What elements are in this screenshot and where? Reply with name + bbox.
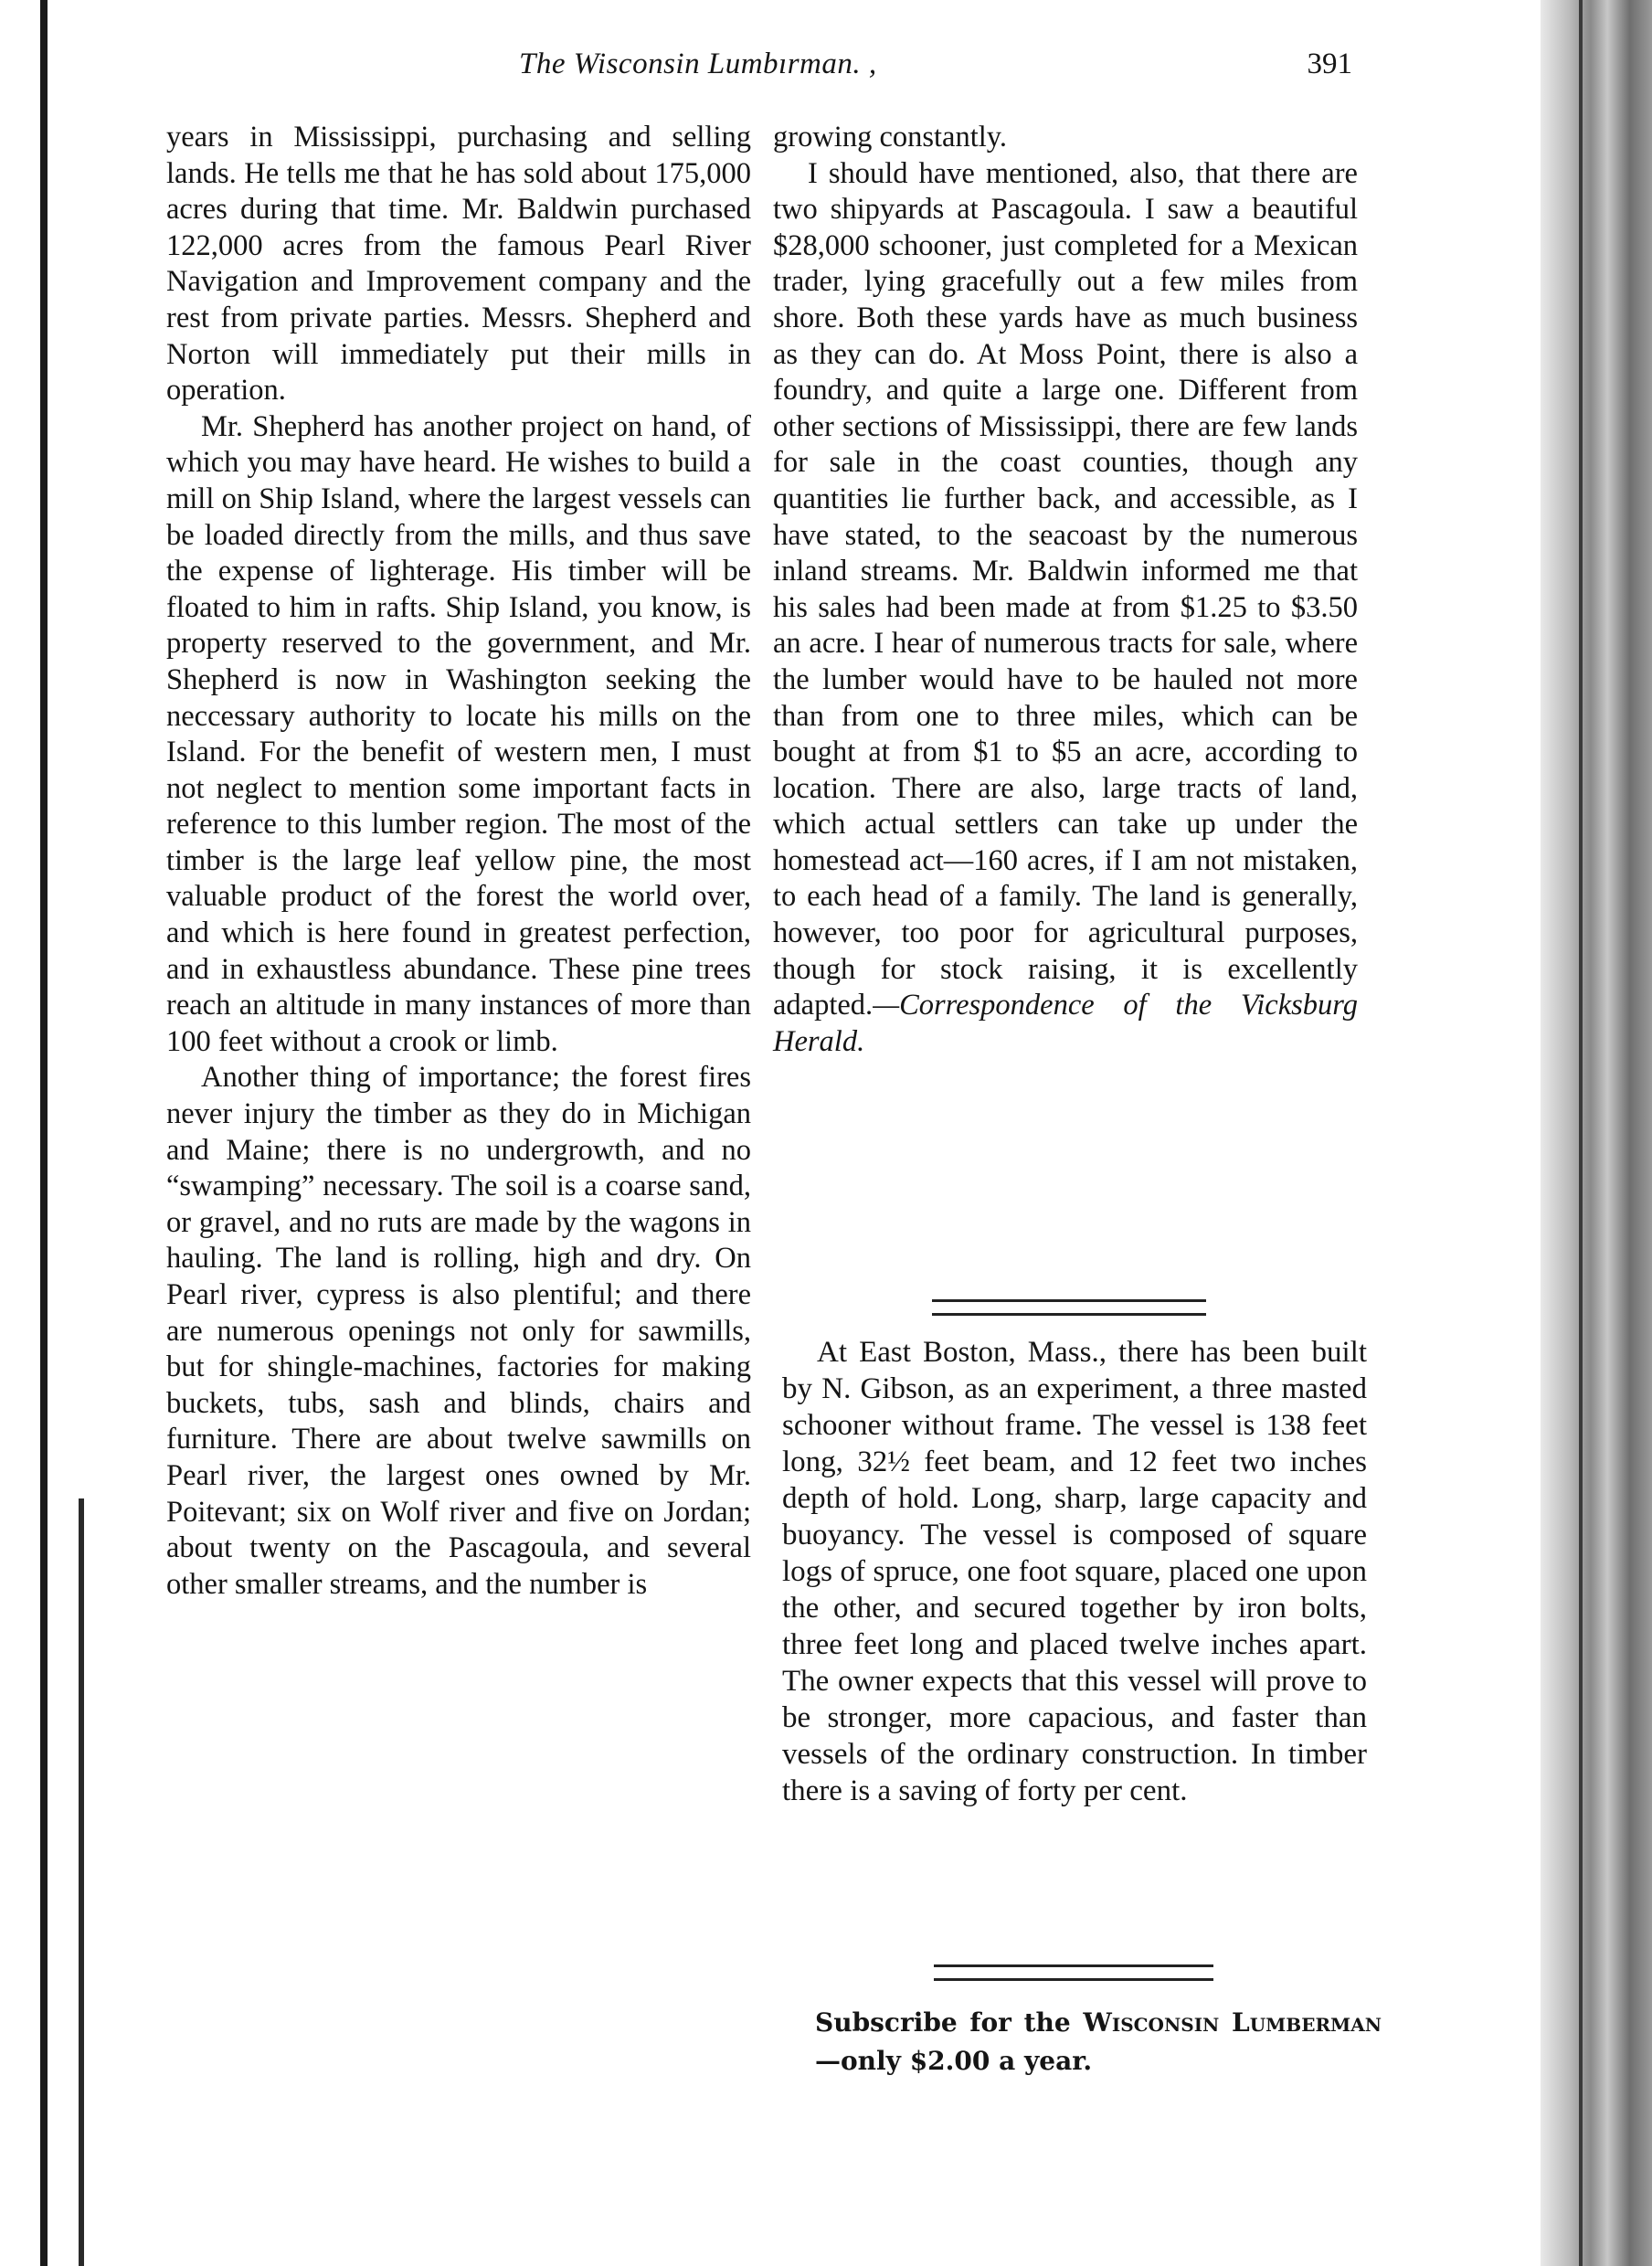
column-left bbox=[166, 120, 751, 1603]
article-source: —Correspondence of the Vicksburg Herald. bbox=[773, 989, 1358, 1058]
paragraph: Mr. Shepherd has another project on hand, of which you may have heard. He wishes to build a mill on Ship Island, where the largest vessels can be loaded directly from the mills, and thus save the expense of lighterage. His timber will be floated to him in rafts. Ship Island, you know, is property reserved to the government, and Mr. Shepherd is now in Washington seeking the neccessary authority to locate his mills on the Island. For the benefit of western men, I must not neglect to mention some important facts in reference to this lumber region. The most of the timber is the large leaf yellow pine, the most valuable product of the forest the world over, and which is here found in greatest perfection, and in exhaustless abundance. These pine trees reach an altitude in many instances of more than 100 feet without a crook or limb. bbox=[166, 409, 751, 1058]
paragraph: growing constantly. bbox=[773, 121, 1008, 154]
paragraph: At East Boston, Mass., there has been built by N. Gibson, as an experiment, a three masted schooner without frame. The vessel is 138 feet long, 32½ feet beam, and 12 feet two inches depth of hold. Long, sharp, large capacity and buoyancy. The vessel is composed of square logs of spruce, one foot square, placed one upon the other, and secured together by iron bolts, three feet long and placed twelve inches apart. The owner expects that this vessel will prove to be stronger, more capacious, and faster than vessels of the ordinary construction. In timber there is a saving of forty per cent. bbox=[782, 1336, 1367, 1807]
subscription-notice bbox=[815, 2004, 1382, 2081]
page-edge-line bbox=[1579, 0, 1583, 2266]
article-east-boston bbox=[782, 1334, 1367, 1809]
binding-shadow bbox=[40, 0, 48, 2266]
double-rule-divider bbox=[934, 1964, 1213, 1981]
page-edge-shading bbox=[1541, 0, 1652, 2266]
publication-name: Wisconsin Lumberman bbox=[1083, 2007, 1382, 2038]
binding-shadow-lower bbox=[79, 1498, 84, 2266]
page-header bbox=[512, 48, 1352, 90]
notice-prefix: Subscribe for the bbox=[815, 2007, 1084, 2038]
column-right bbox=[773, 120, 1358, 1060]
paragraph-text: I should have mentioned, also, that there are two shipyards at Pascagoula. I saw a beautiful $28,000 schooner, just completed for a Mexican trader, lying gracefully out a few miles from shore. Both these yards have as much business as they can do. At Moss Point, there is also a foundry, and quite a large one. Different from other sections of Mississippi, there are few lands for sale in the coast counties, though any quantities lie further back, and accessible, as I have stated, to the seacoast by the numerous inland streams. Mr. Baldwin informed me that his sales had been made at from $1.25 to $3.50 an acre. I hear of numerous tracts for sale, where the lumber would have to be hauled not more than from one to three miles, which can be bought at from $1 to $5 an acre, according to location. There are also, large tracts of land, which actual settlers can take up under the homestead act—160 acres, if I am not mistaken, to each head of a family. The land is generally, however, too poor for agricultural purposes, though for stock raising, it is excellently adapted. bbox=[773, 156, 1358, 1022]
notice-suffix: —only $2.00 a year. bbox=[815, 2046, 1093, 2076]
running-title: The Wisconsin Lumbırman. , bbox=[519, 48, 877, 80]
paragraph: Another thing of importance; the forest fires never injury the timber as they do in Michigan and Maine; there is no undergrowth, and no “swamping” necessary. The soil is a coarse sand, or gravel, and no ruts are made by the wagons in hauling. The land is rolling, high and dry. On Pearl river, cypress is also plentiful; and there are numerous openings not only for sawmills, but for shingle-machines, factories for making buckets, tubs, sash and blinds, chairs and furniture. There are about twelve sawmills on Pearl river, the largest ones owned by Mr. Poitevant; six on Wolf river and five on Jordan; about twenty on the Pascagoula, and several other smaller streams, and the number is bbox=[166, 1061, 751, 1601]
paragraph bbox=[773, 156, 1358, 1061]
paragraph: years in Mississippi, purchasing and selling lands. He tells me that he has sold about 175,000 acres during that time. Mr. Baldwin purchased 122,000 acres from the famous Pearl River Navigation and Improvement company and the rest from private parties. Messrs. Shepherd and Norton will immediately put their mills in operation. bbox=[166, 121, 751, 408]
double-rule-divider bbox=[932, 1299, 1206, 1316]
page-number: 391 bbox=[1307, 48, 1352, 80]
